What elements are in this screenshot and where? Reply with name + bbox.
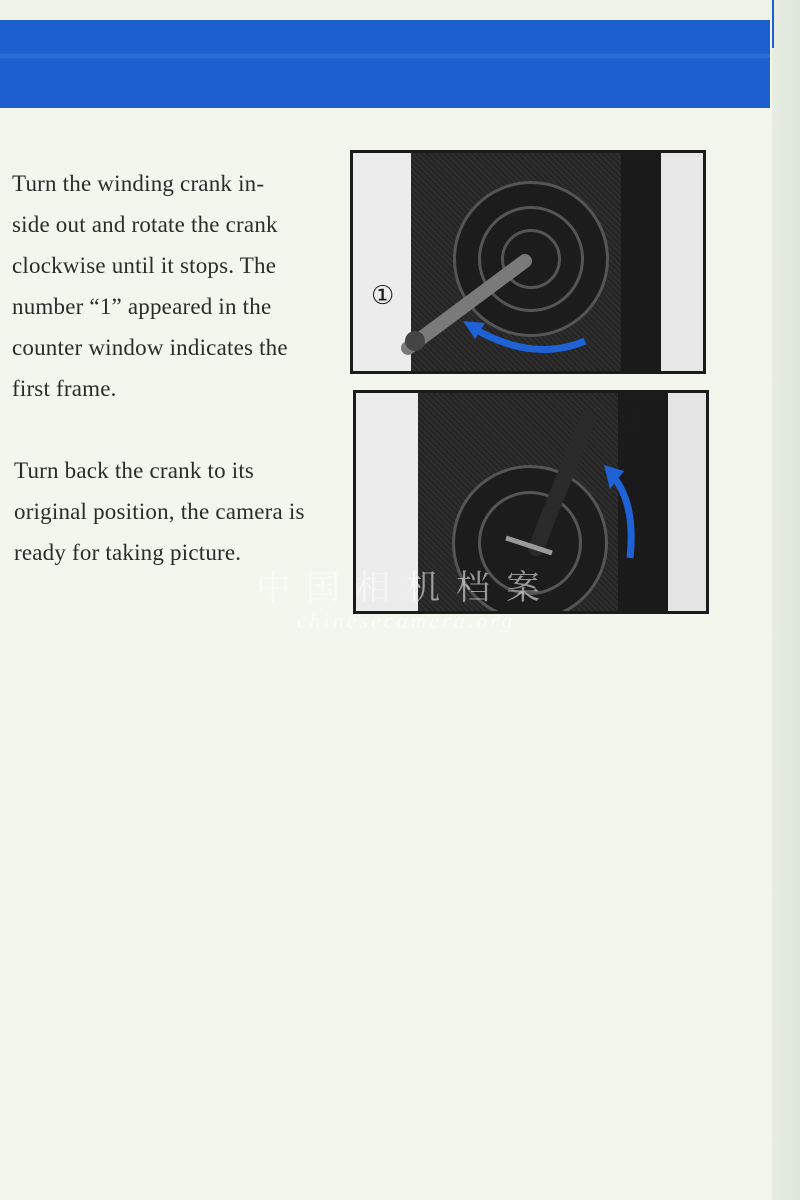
text-line: Turn the winding crank in- <box>12 171 265 196</box>
instruction-paragraph-2 <box>14 450 344 573</box>
header-band <box>0 20 770 108</box>
crank-arm-and-arrow <box>353 153 703 371</box>
text-line: clockwise until it stops. The <box>12 253 277 278</box>
text-line: Turn back the crank to its <box>14 458 255 483</box>
step-number: ② <box>624 407 648 437</box>
band-edge <box>772 0 774 48</box>
text-line: first frame. <box>12 376 117 401</box>
text-line: original position, the camera is <box>14 499 305 524</box>
watermark-url: chinesecamera.org <box>296 608 516 633</box>
page-edge <box>772 0 800 1200</box>
text-line: ready for taking picture. <box>14 540 242 565</box>
top-margin <box>0 0 775 20</box>
text-line: side out and rotate the crank <box>12 212 278 237</box>
watermark-chinese: 中国相机档案 <box>256 570 556 607</box>
step-number: ① <box>371 281 395 311</box>
crank-photo-step-1 <box>350 150 706 374</box>
instruction-paragraph-1 <box>12 163 342 409</box>
text-line: counter window indicates the <box>12 335 288 360</box>
text-line: number “1” appeared in the <box>12 294 272 319</box>
